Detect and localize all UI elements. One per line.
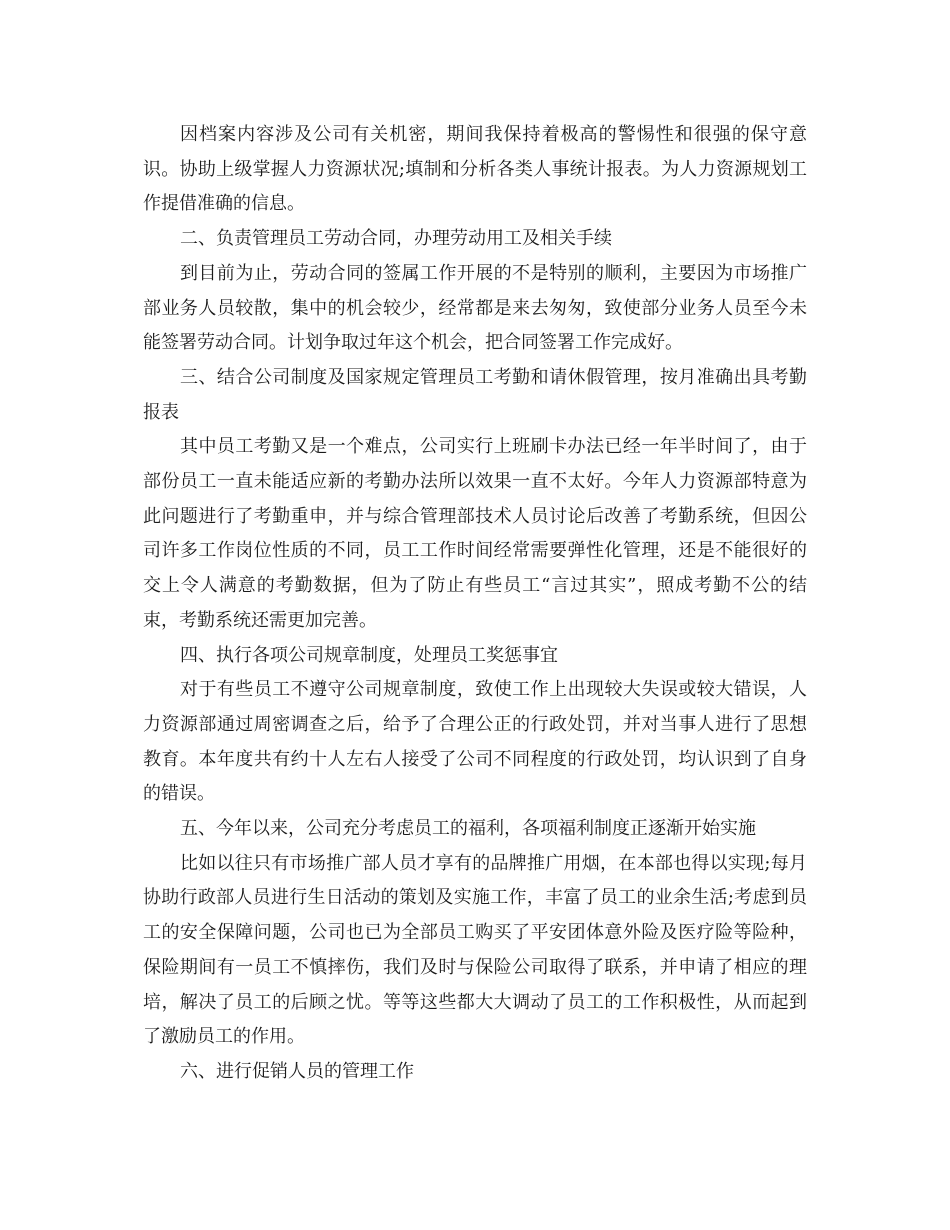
paragraph-attendance: 其中员工考勤又是一个难点，公司实行上班刷卡办法已经一年半时间了，由于部份员工一直未能适应新的考勤办法所以效果一直不太好。今年人力资源部特意为此问题进行了考勤重申，并与综合管理部技术人员讨论后改善了考勤系统，但因公司许多工作岗位性质的不同，员工工作时间经常需要弹性化管理，还是不能很好的交上令人满意的考勤数据，但为了防止有些员工“言过其实”，照成考勤不公的结束，考勤系统还需更加完善。 xyxy=(143,436,807,631)
paragraph-rules-discipline: 对于有些员工不遵守公司规章制度，致使工作上出现较大失误或较大错误，人力资源部通过周密调查之后，给予了合理公正的行政处罚，并对当事人进行了思想教育。本年度共有约十人左右人接受了公司不同程度的行政处罚，均认识到了自身的错误。 xyxy=(143,679,807,805)
section-heading-attendance: 三、结合公司制度及国家规定管理员工考勤和请休假管理，按月准确出具考勤报表 xyxy=(143,366,807,423)
section-heading-labor-contracts: 二、负责管理员工劳动合同，办理劳动用工及相关手续 xyxy=(180,228,612,250)
paragraph-welfare: 比如以往只有市场推广部人员才享有的品牌推广用烟，在本部也得以实现;每月协助行政部人员进行生日活动的策划及实施工作，丰富了员工的业余生活;考虑到员工的安全保障问题，公司也已为全部员工购买了平安团体意外险及医疗险等险种，保险期间有一员工不慎摔伤，我们及时与保险公司取得了联系，并申请了相应的理培，解决了员工的后顾之忧。等等这些都大大调动了员工的工作积极性，从而起到了激励员工的作用。 xyxy=(143,852,807,1048)
paragraph-confidentiality: 因档案内容涉及公司有关机密，期间我保持着极高的警惕性和很强的保守意识。协助上级掌握人力资源状况;填制和分析各类人事统计报表。为人力资源规划工作提借准确的信息。 xyxy=(143,124,807,215)
section-heading-rules-discipline: 四、执行各项公司规章制度，处理员工奖惩事宜 xyxy=(180,644,558,666)
paragraph-labor-contracts: 到目前为止，劳动合同的签属工作开展的不是特别的顺利，主要因为市场推广部业务人员较散，集中的机会较少，经常都是来去匆匆，致使部分业务人员至今未能签署劳动合同。计划争取过年这个机会，把合同签署工作完成好。 xyxy=(143,262,807,354)
section-heading-welfare: 五、今年以来，公司充分考虑员工的福利，各项福利制度正逐渐开始实施 xyxy=(180,818,756,840)
section-heading-promotion-staff: 六、进行促销人员的管理工作 xyxy=(180,1060,414,1082)
document-page xyxy=(143,118,807,1090)
